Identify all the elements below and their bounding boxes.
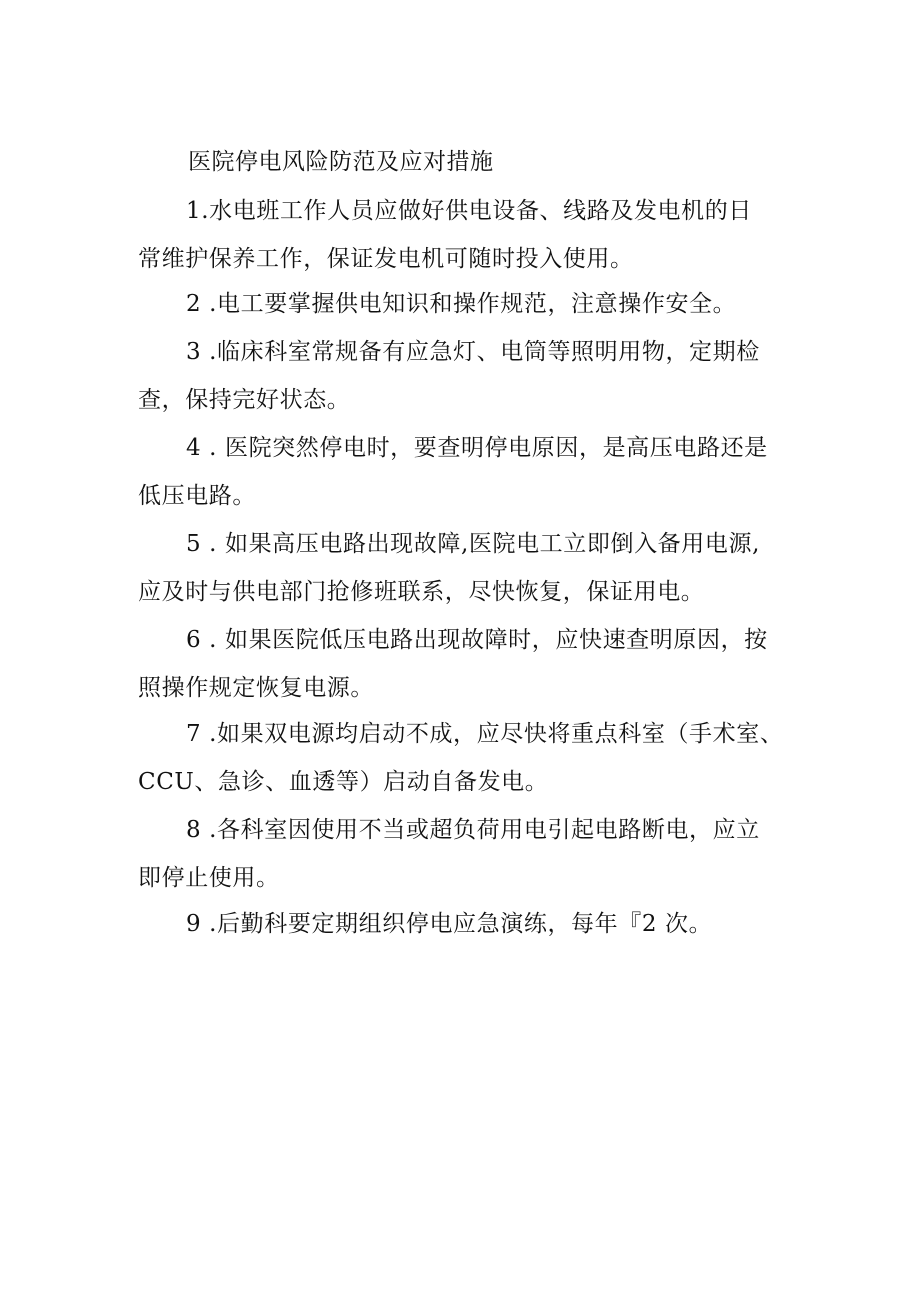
item-line: 4 . 医院突然停电时，要查明停电原因，是高压电路还是 [186,435,768,461]
item-line: 6 . 如果医院低压电路出现故障时，应快速查明原因，按 [186,627,768,653]
item-line: 8 .各科室因使用不当或超负荷用电引起电路断电，应立 [186,817,760,843]
list-item [138,616,798,712]
item-line: 9 .后勤科要定期组织停电应急演练，每年『2 次。 [186,911,713,937]
item-line: 照操作规定恢复电源。 [138,675,374,701]
list-item [138,520,798,616]
item-line: CCU、急诊、血透等）启动自备发电。 [138,769,549,795]
item-line: 1.水电班工作人员应做好供电设备、线路及发电机的日 [186,198,752,224]
item-line: 5 . 如果高压电路出现故障,医院电工立即倒入备用电源, [186,531,760,557]
document-title: 医院停电风险防范及应对措施 [188,149,494,175]
list-item [138,900,798,948]
item-line: 7 .如果双电源均启动不成，应尽快将重点科室（手术室、 [186,721,784,747]
item-line: 查，保持完好状态。 [138,387,351,413]
item-line: 即停止使用。 [138,865,280,891]
list-item [138,806,798,902]
list-item [138,328,798,424]
list-item [138,187,798,283]
item-line: 3 .临床科室常规备有应急灯、电筒等照明用物，定期检 [186,339,760,365]
item-line: 低压电路。 [138,483,256,509]
list-item [138,280,798,328]
list-item [138,710,798,806]
list-item [138,424,798,520]
item-line: 常维护保养工作，保证发电机可随时投入使用。 [138,246,634,272]
item-line: 应及时与供电部门抢修班联系，尽快恢复，保证用电。 [138,579,705,605]
item-line: 2 .电工要掌握供电知识和操作规范，注意操作安全。 [186,291,737,317]
